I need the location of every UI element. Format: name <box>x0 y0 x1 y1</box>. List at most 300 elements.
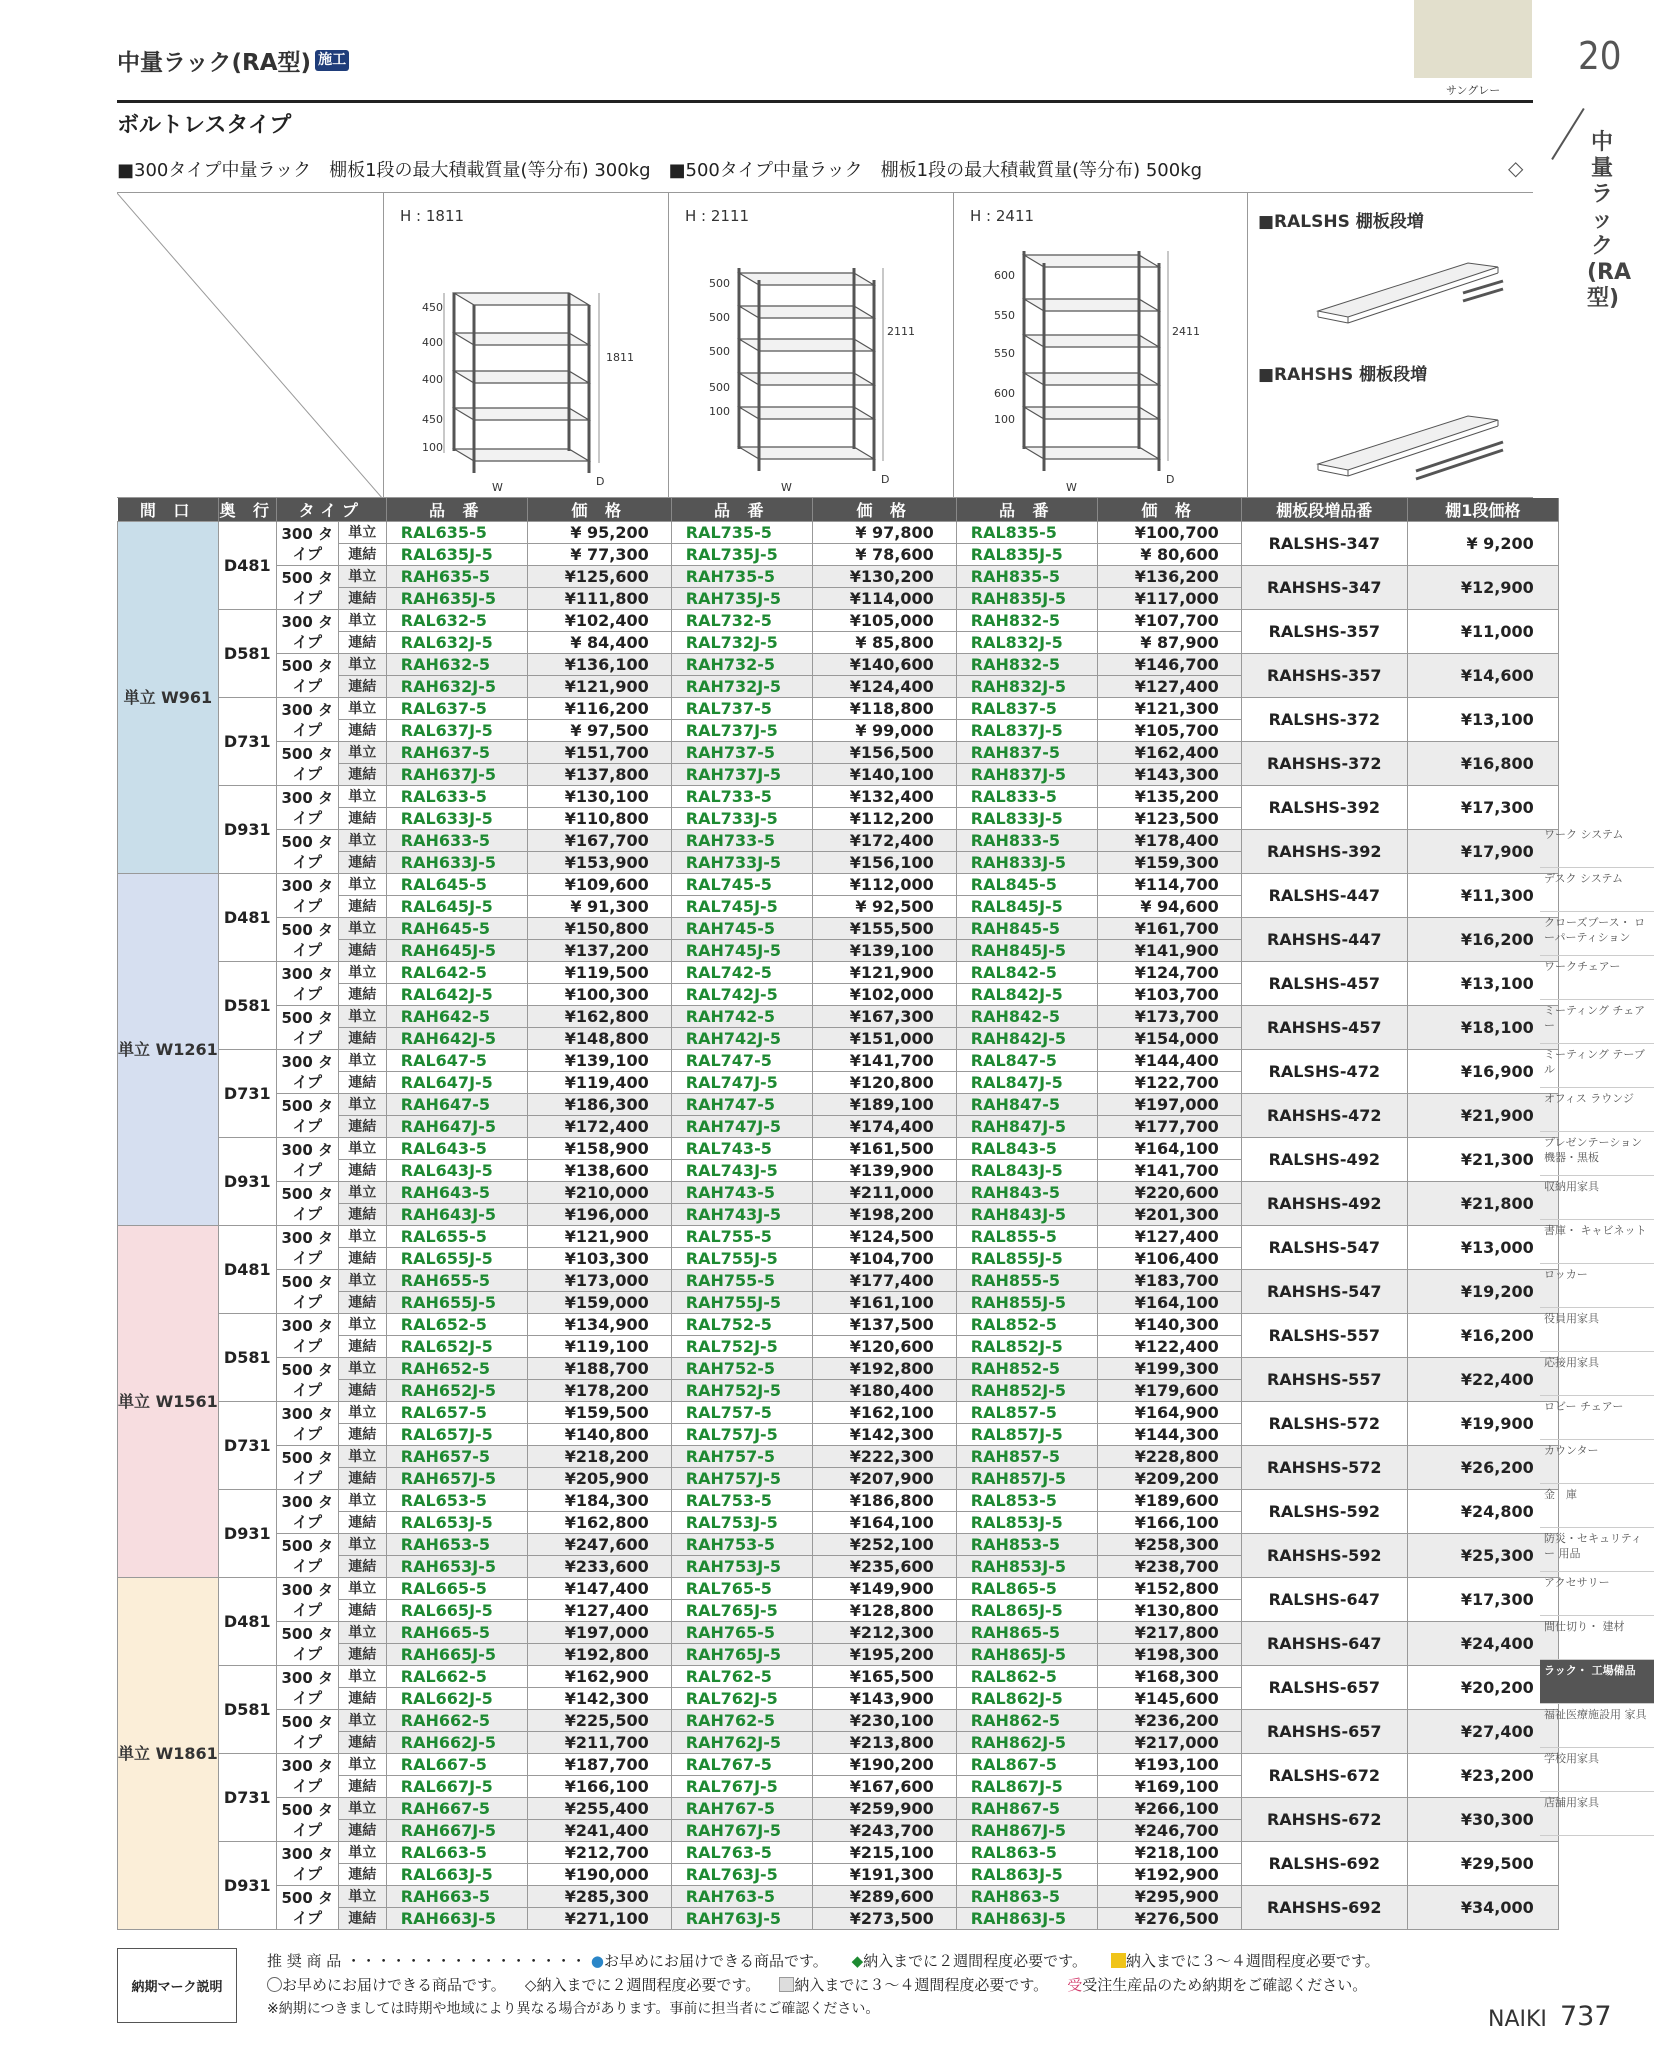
product-code: RAL655-5 <box>386 1226 527 1248</box>
product-code: RAH862-5 <box>956 1710 1097 1732</box>
product-code: RAH847J-5 <box>956 1116 1097 1138</box>
side-index-item[interactable]: オフィス ラウンジ <box>1540 1088 1654 1132</box>
product-code: RAL847J-5 <box>956 1072 1097 1094</box>
product-code: RAL862J-5 <box>956 1688 1097 1710</box>
product-price: ¥144,300 <box>1097 1424 1241 1446</box>
dim-total: 1811 <box>606 351 634 364</box>
shelf-code: RALSHS-357 <box>1241 610 1407 654</box>
product-code: RAH632-5 <box>386 654 527 676</box>
product-price: ¥150,800 <box>527 918 671 940</box>
product-code: RAH832-5 <box>956 610 1097 632</box>
product-price: ¥136,200 <box>1097 566 1241 588</box>
dim-2: 400 <box>422 373 443 386</box>
rahshs-label: ■RAHSHS 棚板段増 <box>1258 365 1428 385</box>
shelf-price: ¥11,000 <box>1407 610 1558 654</box>
product-price: ¥210,000 <box>527 1182 671 1204</box>
product-code: RAH735J-5 <box>671 588 812 610</box>
product-price: ¥130,100 <box>527 786 671 808</box>
rack-h2411-drawing <box>954 193 1239 499</box>
kind-cell: 連結 <box>338 1028 386 1050</box>
product-price: ¥156,500 <box>812 742 956 764</box>
shelf-code: RAHSHS-547 <box>1241 1270 1407 1314</box>
shelf-code: RALSHS-457 <box>1241 962 1407 1006</box>
product-code: RAL853-5 <box>956 1490 1097 1512</box>
type-cell: 300 タイプ <box>276 522 338 566</box>
product-price: ¥134,900 <box>527 1314 671 1336</box>
type-cell: 500 タイプ <box>276 918 338 962</box>
product-code: RAL737J-5 <box>671 720 812 742</box>
shelf-price: ¥17,300 <box>1407 786 1558 830</box>
legend-label: 納期マーク説明 <box>117 1948 237 2023</box>
product-code: RAH655J-5 <box>386 1292 527 1314</box>
shelf-code: RAHSHS-647 <box>1241 1622 1407 1666</box>
color-swatch <box>1414 0 1532 78</box>
side-index-item[interactable]: デスク システム <box>1540 868 1654 912</box>
rack-h1811 <box>383 193 668 499</box>
product-price: ¥149,900 <box>812 1578 956 1600</box>
product-code: RAL747-5 <box>671 1050 812 1072</box>
product-price: ¥130,800 <box>1097 1600 1241 1622</box>
product-price: ¥116,200 <box>527 698 671 720</box>
side-index-item[interactable]: 書庫・ キャビネット <box>1540 1220 1654 1264</box>
product-price: ¥153,900 <box>527 852 671 874</box>
product-code: RAL863J-5 <box>956 1864 1097 1886</box>
kind-cell: 単立 <box>338 1182 386 1204</box>
product-code: RAH862J-5 <box>956 1732 1097 1754</box>
product-code: RAL843-5 <box>956 1138 1097 1160</box>
rack-h1811-drawing <box>384 193 669 499</box>
side-index-item[interactable]: 間仕切り・ 建材 <box>1540 1616 1654 1660</box>
product-code: RAH733J-5 <box>671 852 812 874</box>
table-row <box>118 1798 1559 1820</box>
product-code: RAH863-5 <box>956 1886 1097 1908</box>
shelf-code: RALSHS-492 <box>1241 1138 1407 1182</box>
product-price: ¥212,700 <box>527 1842 671 1864</box>
product-price: ¥100,700 <box>1097 522 1241 544</box>
product-price: ¥161,500 <box>812 1138 956 1160</box>
product-code: RAL835J-5 <box>956 544 1097 566</box>
shelf-code: RAHSHS-392 <box>1241 830 1407 874</box>
rahshs-drawing <box>1248 346 1534 499</box>
legend-2a: お早めにお届けできる商品です。 <box>282 1976 506 1994</box>
diamond-outline-icon: ◇ <box>524 1976 537 1994</box>
kind-cell: 連結 <box>338 676 386 698</box>
table-row <box>118 1622 1559 1644</box>
product-code: RAL833J-5 <box>956 808 1097 830</box>
side-index-item[interactable]: カウンター <box>1540 1440 1654 1484</box>
product-price: ¥165,500 <box>812 1666 956 1688</box>
rack-h2411 <box>953 193 1238 499</box>
product-code: RAH633-5 <box>386 830 527 852</box>
product-price: ¥167,300 <box>812 1006 956 1028</box>
side-index-item[interactable]: ワークチェアー <box>1540 956 1654 1000</box>
table-row <box>118 1226 1559 1248</box>
product-price: ¥148,800 <box>527 1028 671 1050</box>
shelf-code: RALSHS-392 <box>1241 786 1407 830</box>
product-price: ¥222,300 <box>812 1446 956 1468</box>
product-code: RAH832J-5 <box>956 676 1097 698</box>
kind-cell: 単立 <box>338 1402 386 1424</box>
product-price: ¥ 85,800 <box>812 632 956 654</box>
dim-total: 2111 <box>887 325 915 338</box>
product-price: ¥159,500 <box>527 1402 671 1424</box>
kind-cell: 連結 <box>338 1512 386 1534</box>
dim-w: W <box>492 481 503 494</box>
product-code: RAH743-5 <box>671 1182 812 1204</box>
side-index-item[interactable]: ラック・ 工場備品 <box>1540 1660 1654 1704</box>
title-text: 中量ラック(RA型) <box>117 50 312 76</box>
product-code: RAL852-5 <box>956 1314 1097 1336</box>
product-price: ¥177,700 <box>1097 1116 1241 1138</box>
type-cell: 300 タイプ <box>276 1754 338 1798</box>
product-code: RAH852-5 <box>956 1358 1097 1380</box>
kind-cell: 単立 <box>338 698 386 720</box>
product-code: RAH742J-5 <box>671 1028 812 1050</box>
product-code: RAH635J-5 <box>386 588 527 610</box>
product-price: ¥142,300 <box>812 1424 956 1446</box>
shelf-code: RALSHS-592 <box>1241 1490 1407 1534</box>
product-price: ¥164,100 <box>1097 1138 1241 1160</box>
col-shelf-price: 棚1段価格 <box>1407 498 1558 522</box>
product-code: RAL647J-5 <box>386 1072 527 1094</box>
product-price: ¥162,800 <box>527 1006 671 1028</box>
kind-cell: 単立 <box>338 1666 386 1688</box>
shelf-price: ¥16,200 <box>1407 1314 1558 1358</box>
product-price: ¥164,100 <box>1097 1292 1241 1314</box>
product-code: RAH843J-5 <box>956 1204 1097 1226</box>
legend-2c: 納入までに３～４週間程度必要です。 <box>794 1976 1049 1994</box>
kind-cell: 連結 <box>338 1600 386 1622</box>
product-price: ¥141,900 <box>1097 940 1241 962</box>
width-cell: 単立 W961 <box>118 522 219 874</box>
product-code: RAH767-5 <box>671 1798 812 1820</box>
col-width: 間 口 <box>118 498 219 522</box>
shelf-price: ¥21,800 <box>1407 1182 1558 1226</box>
product-code: RAH733-5 <box>671 830 812 852</box>
product-price: ¥ 77,300 <box>527 544 671 566</box>
kind-cell: 連結 <box>338 984 386 1006</box>
type-cell: 500 タイプ <box>276 1798 338 1842</box>
kind-cell: 連結 <box>338 1644 386 1666</box>
product-price: ¥211,700 <box>527 1732 671 1754</box>
side-index-item[interactable]: ロビー チェアー <box>1540 1396 1654 1440</box>
depth-cell: D731 <box>218 1050 276 1138</box>
kind-cell: 単立 <box>338 1490 386 1512</box>
product-code: RAL632J-5 <box>386 632 527 654</box>
table-row <box>118 1534 1559 1556</box>
table-row <box>118 742 1559 764</box>
table-body <box>118 522 1559 1930</box>
product-code: RAH642J-5 <box>386 1028 527 1050</box>
product-code: RAL845-5 <box>956 874 1097 896</box>
kind-cell: 連結 <box>338 1292 386 1314</box>
shelf-code: RAHSHS-672 <box>1241 1798 1407 1842</box>
table-row <box>118 1358 1559 1380</box>
product-code: RAH753-5 <box>671 1534 812 1556</box>
product-price: ¥191,300 <box>812 1864 956 1886</box>
product-code: RAL847-5 <box>956 1050 1097 1072</box>
table-row <box>118 1446 1559 1468</box>
kind-cell: 単立 <box>338 1270 386 1292</box>
table-row <box>118 698 1559 720</box>
kind-cell: 連結 <box>338 764 386 786</box>
product-code: RAL732J-5 <box>671 632 812 654</box>
kind-cell: 単立 <box>338 1094 386 1116</box>
side-index-item[interactable]: 福祉医療施設用 家具 <box>1540 1704 1654 1748</box>
product-code: RAH663J-5 <box>386 1908 527 1930</box>
table-row <box>118 1666 1559 1688</box>
product-code: RAL643J-5 <box>386 1160 527 1182</box>
side-index-item[interactable]: 学校用家具 <box>1540 1748 1654 1792</box>
kind-cell: 単立 <box>338 522 386 544</box>
product-code: RAH642-5 <box>386 1006 527 1028</box>
kind-cell: 連結 <box>338 940 386 962</box>
dim-3: 500 <box>709 381 730 394</box>
shelf-price: ¥18,100 <box>1407 1006 1558 1050</box>
side-index-item[interactable]: ロッカー <box>1540 1264 1654 1308</box>
side-index-item[interactable]: ワーク システム <box>1540 824 1654 868</box>
product-price: ¥172,400 <box>527 1116 671 1138</box>
kind-cell: 連結 <box>338 1336 386 1358</box>
type-cell: 300 タイプ <box>276 1138 338 1182</box>
product-price: ¥295,900 <box>1097 1886 1241 1908</box>
product-price: ¥266,100 <box>1097 1798 1241 1820</box>
product-price: ¥198,200 <box>812 1204 956 1226</box>
kind-cell: 単立 <box>338 1710 386 1732</box>
product-price: ¥186,800 <box>812 1490 956 1512</box>
product-code: RAH657J-5 <box>386 1468 527 1490</box>
product-code: RAH653-5 <box>386 1534 527 1556</box>
side-index-item[interactable]: クローズブース・ ローパーティション <box>1540 912 1654 956</box>
product-code: RAH835J-5 <box>956 588 1097 610</box>
product-code: RAL637-5 <box>386 698 527 720</box>
brand-name: NAIKI <box>1488 2007 1547 2032</box>
product-price: ¥164,900 <box>1097 1402 1241 1424</box>
product-code: RAH652-5 <box>386 1358 527 1380</box>
kind-cell: 単立 <box>338 1842 386 1864</box>
kind-cell: 単立 <box>338 1446 386 1468</box>
product-code: RAH647J-5 <box>386 1116 527 1138</box>
made-to-order-icon: 受 <box>1067 1976 1083 1994</box>
product-code: RAH752-5 <box>671 1358 812 1380</box>
product-code: RAH762-5 <box>671 1710 812 1732</box>
product-code: RAL647-5 <box>386 1050 527 1072</box>
product-price: ¥156,100 <box>812 852 956 874</box>
product-code: RAL652-5 <box>386 1314 527 1336</box>
depth-cell: D481 <box>218 522 276 610</box>
product-code: RAL845J-5 <box>956 896 1097 918</box>
product-code: RAH732J-5 <box>671 676 812 698</box>
shelf-price: ¥30,300 <box>1407 1798 1558 1842</box>
product-price: ¥213,800 <box>812 1732 956 1754</box>
product-price: ¥161,100 <box>812 1292 956 1314</box>
product-code: RAL642J-5 <box>386 984 527 1006</box>
side-index-item[interactable]: 店舗用家具 <box>1540 1792 1654 1836</box>
product-code: RAH745J-5 <box>671 940 812 962</box>
product-price: ¥212,300 <box>812 1622 956 1644</box>
dim-4: 100 <box>709 405 730 418</box>
product-code: RAL742J-5 <box>671 984 812 1006</box>
depth-cell: D931 <box>218 1490 276 1578</box>
product-price: ¥235,600 <box>812 1556 956 1578</box>
kind-cell: 連結 <box>338 1072 386 1094</box>
product-price: ¥120,800 <box>812 1072 956 1094</box>
product-code: RAL735J-5 <box>671 544 812 566</box>
product-code: RAL837-5 <box>956 698 1097 720</box>
side-index-item[interactable]: 役員用家具 <box>1540 1308 1654 1352</box>
product-code: RAL855J-5 <box>956 1248 1097 1270</box>
dim-2: 500 <box>709 345 730 358</box>
kind-cell: 単立 <box>338 1050 386 1072</box>
product-price: ¥103,300 <box>527 1248 671 1270</box>
product-price: ¥178,400 <box>1097 830 1241 852</box>
product-price: ¥159,300 <box>1097 852 1241 874</box>
table-row <box>118 962 1559 984</box>
product-price: ¥207,900 <box>812 1468 956 1490</box>
product-price: ¥104,700 <box>812 1248 956 1270</box>
product-price: ¥145,600 <box>1097 1688 1241 1710</box>
product-price: ¥139,100 <box>812 940 956 962</box>
depth-cell: D931 <box>218 786 276 874</box>
side-index-item[interactable]: アクセサリー <box>1540 1572 1654 1616</box>
width-cell: 単立 W1261 <box>118 874 219 1226</box>
kind-cell: 単立 <box>338 874 386 896</box>
product-code: RAH762J-5 <box>671 1732 812 1754</box>
shelf-code: RALSHS-572 <box>1241 1402 1407 1446</box>
product-price: ¥230,100 <box>812 1710 956 1732</box>
table-row <box>118 1314 1559 1336</box>
product-code: RAH767J-5 <box>671 1820 812 1842</box>
product-code: RAL753-5 <box>671 1490 812 1512</box>
product-price: ¥105,700 <box>1097 720 1241 742</box>
shelf-code: RALSHS-372 <box>1241 698 1407 742</box>
product-code: RAH757-5 <box>671 1446 812 1468</box>
shelf-price: ¥17,900 <box>1407 830 1558 874</box>
product-price: ¥117,000 <box>1097 588 1241 610</box>
product-code: RAL635-5 <box>386 522 527 544</box>
product-code: RAH643-5 <box>386 1182 527 1204</box>
product-code: RAL863-5 <box>956 1842 1097 1864</box>
product-code: RAL667-5 <box>386 1754 527 1776</box>
kind-cell: 連結 <box>338 1908 386 1930</box>
product-price: ¥183,700 <box>1097 1270 1241 1292</box>
shelf-price: ¥16,200 <box>1407 918 1558 962</box>
side-index-item[interactable]: ミーティング テーブル <box>1540 1044 1654 1088</box>
product-code: RAH847-5 <box>956 1094 1097 1116</box>
product-price: ¥119,500 <box>527 962 671 984</box>
product-code: RAL637J-5 <box>386 720 527 742</box>
product-code: RAL752J-5 <box>671 1336 812 1358</box>
type-cell: 300 タイプ <box>276 1402 338 1446</box>
product-code: RAL835-5 <box>956 522 1097 544</box>
side-index-item[interactable]: 防災・セキュリティー 用品 <box>1540 1528 1654 1572</box>
side-index-item[interactable]: プレゼンテーション 機器・黒板 <box>1540 1132 1654 1176</box>
product-code: RAH732-5 <box>671 654 812 676</box>
product-price: ¥ 94,600 <box>1097 896 1241 918</box>
product-price: ¥192,900 <box>1097 1864 1241 1886</box>
shelf-code: RALSHS-447 <box>1241 874 1407 918</box>
product-price: ¥151,700 <box>527 742 671 764</box>
shelf-code: RAHSHS-457 <box>1241 1006 1407 1050</box>
product-price: ¥228,800 <box>1097 1446 1241 1468</box>
type-cell: 300 タイプ <box>276 786 338 830</box>
shelf-price: ¥13,100 <box>1407 698 1558 742</box>
shelf-price: ¥ 9,200 <box>1407 522 1558 566</box>
product-price: ¥114,700 <box>1097 874 1241 896</box>
product-price: ¥172,400 <box>812 830 956 852</box>
side-index-item[interactable]: 金 庫 <box>1540 1484 1654 1528</box>
product-price: ¥159,000 <box>527 1292 671 1314</box>
side-index-item[interactable]: 応接用家具 <box>1540 1352 1654 1396</box>
product-code: RAH655-5 <box>386 1270 527 1292</box>
product-price: ¥124,700 <box>1097 962 1241 984</box>
product-price: ¥ 91,300 <box>527 896 671 918</box>
product-price: ¥139,900 <box>812 1160 956 1182</box>
dim-w: W <box>1066 481 1077 494</box>
product-price: ¥199,300 <box>1097 1358 1241 1380</box>
product-code: RAH855J-5 <box>956 1292 1097 1314</box>
product-code: RAL632-5 <box>386 610 527 632</box>
product-price: ¥125,600 <box>527 566 671 588</box>
dim-d: D <box>1166 473 1175 486</box>
product-price: ¥225,500 <box>527 1710 671 1732</box>
product-code: RAL662-5 <box>386 1666 527 1688</box>
table-row <box>118 786 1559 808</box>
side-index-item[interactable]: 収納用家具 <box>1540 1176 1654 1220</box>
product-price: ¥217,800 <box>1097 1622 1241 1644</box>
product-price: ¥ 84,400 <box>527 632 671 654</box>
product-price: ¥132,400 <box>812 786 956 808</box>
kind-cell: 連結 <box>338 1556 386 1578</box>
table-row <box>118 1886 1559 1908</box>
product-code: RAL867J-5 <box>956 1776 1097 1798</box>
product-code: RAH832-5 <box>956 654 1097 676</box>
shelf-code: RAHSHS-347 <box>1241 566 1407 610</box>
shelf-code: RALSHS-672 <box>1241 1754 1407 1798</box>
green-diamond-icon: ◆ <box>851 1952 864 1970</box>
col-shelf-code: 棚板段増品番 <box>1241 498 1407 522</box>
product-price: ¥289,600 <box>812 1886 956 1908</box>
header-rule <box>117 100 1533 103</box>
depth-cell: D581 <box>218 610 276 698</box>
product-code: RAL837J-5 <box>956 720 1097 742</box>
product-code: RAL862-5 <box>956 1666 1097 1688</box>
product-code: RAL867-5 <box>956 1754 1097 1776</box>
product-price: ¥197,000 <box>1097 1094 1241 1116</box>
product-code: RAH842J-5 <box>956 1028 1097 1050</box>
legend-2b: 納入までに２週間程度必要です。 <box>536 1976 761 1994</box>
product-code: RAL753J-5 <box>671 1512 812 1534</box>
type-cell: 500 タイプ <box>276 1358 338 1402</box>
product-price: ¥166,100 <box>527 1776 671 1798</box>
table-row <box>118 1490 1559 1512</box>
product-price: ¥137,800 <box>527 764 671 786</box>
product-code: RAH867J-5 <box>956 1820 1097 1842</box>
side-index-item[interactable]: ミーティング チェアー <box>1540 1000 1654 1044</box>
shelf-code: RALSHS-692 <box>1241 1842 1407 1886</box>
product-price: ¥252,100 <box>812 1534 956 1556</box>
product-code: RAL733-5 <box>671 786 812 808</box>
type-cell: 500 タイプ <box>276 1622 338 1666</box>
product-price: ¥146,700 <box>1097 654 1241 676</box>
product-price: ¥162,900 <box>527 1666 671 1688</box>
product-price: ¥141,700 <box>812 1050 956 1072</box>
product-price: ¥205,900 <box>527 1468 671 1490</box>
col-code-2411: 品 番 <box>956 498 1097 522</box>
table-row <box>118 1754 1559 1776</box>
kind-cell: 単立 <box>338 1886 386 1908</box>
table-row <box>118 1182 1559 1204</box>
